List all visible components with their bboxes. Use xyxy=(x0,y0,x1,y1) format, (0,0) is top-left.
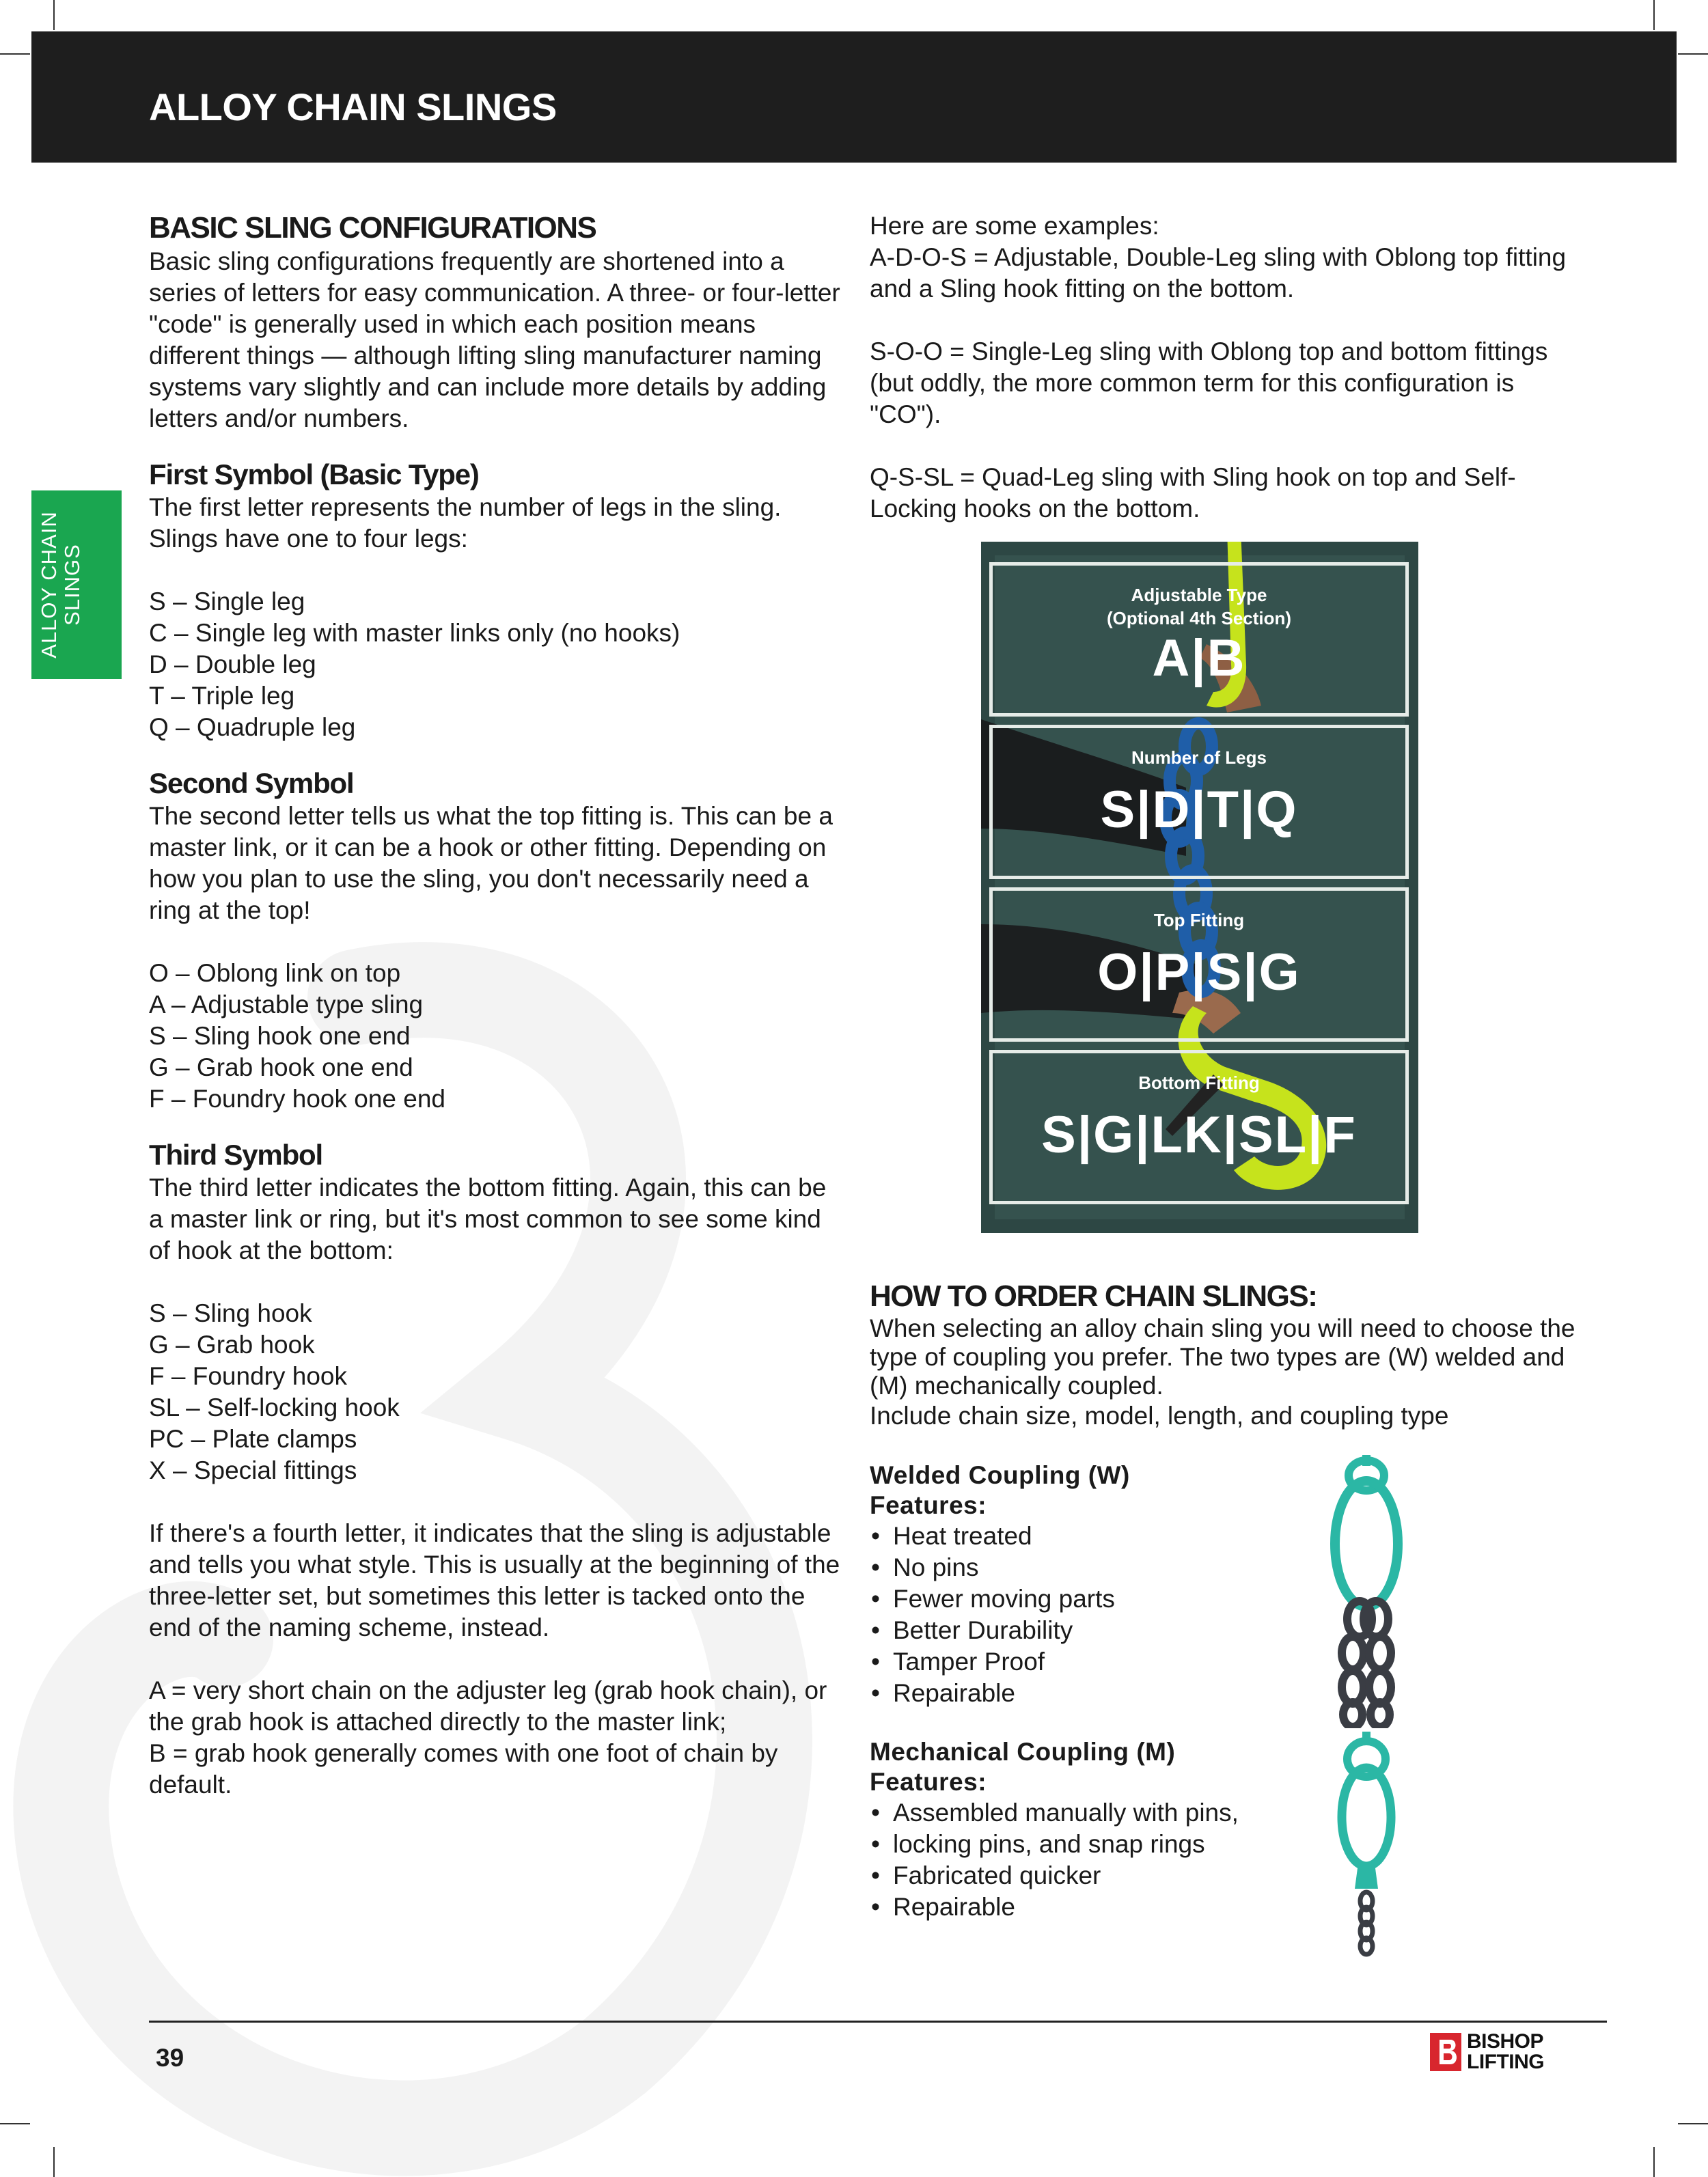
first-symbol-list xyxy=(149,586,846,743)
page-title: ALLOY CHAIN SLINGS xyxy=(149,85,557,128)
mechanical-coupling-section xyxy=(870,1737,1307,1923)
left-column xyxy=(149,210,846,1801)
welded-features-list xyxy=(870,1521,1307,1709)
list-item: G – Grab hook one end xyxy=(149,1053,413,1081)
order-text: When selecting an alloy chain sling you will need to choose the type of coupling you prefer. The two types are (W) welded and (M) mechanically coupled. xyxy=(870,1314,1575,1400)
list-item: S – Sling hook xyxy=(149,1299,312,1327)
list-item: O – Oblong link on top xyxy=(149,959,401,987)
panel-adjustable-type xyxy=(989,562,1409,717)
first-symbol-text: The first letter represents the number of legs in the sling. Slings have one to four legs: xyxy=(149,493,782,553)
list-item: G – Grab hook xyxy=(149,1331,315,1359)
mechanical-chain-image xyxy=(1329,1732,1404,1957)
panel-letters: O|P|S|G xyxy=(1097,943,1301,1001)
mechanical-features-list xyxy=(870,1797,1307,1923)
panel-label: Bottom Fitting xyxy=(1138,1072,1260,1093)
third-symbol-text: The third letter indicates the bottom fitting. Again, this can be a master link or ring, but it's most common to see some kind of hook at the bottom: xyxy=(149,1174,827,1264)
list-item: T – Triple leg xyxy=(149,682,295,710)
panel-label: (Optional 4th Section) xyxy=(1106,608,1292,628)
welded-features-label: Features: xyxy=(870,1491,987,1519)
example-ados: A-D-O-S = Adjustable, Double-Leg sling with Oblong top fitting and a Sling hook fitting on the bottom. xyxy=(870,243,1567,303)
welded-coupling-section xyxy=(870,1460,1307,1709)
panel-label: Number of Legs xyxy=(1131,747,1267,768)
example-soo: S-O-O = Single-Leg sling with Oblong top and bottom fittings (but oddly, the more common term for this configuration is "CO"). xyxy=(870,337,1548,428)
list-item: C – Single leg with master links only (no hooks) xyxy=(149,619,680,647)
list-item: • Assembled manually with pins, xyxy=(870,1797,1307,1829)
list-item: • Better Durability xyxy=(870,1615,1307,1646)
order-text-2: Include chain size, model, length, and coupling type xyxy=(870,1402,1449,1430)
bullet-icon: • xyxy=(871,1648,880,1676)
adjuster-b-text: B = grab hook generally comes with one foot of chain by default. xyxy=(149,1739,778,1799)
list-item: F – Foundry hook xyxy=(149,1362,347,1390)
mechanical-heading: Mechanical Coupling (M) xyxy=(870,1738,1176,1766)
panel-label: Top Fitting xyxy=(1153,910,1245,930)
panel-letters: S|G|LK|SL|F xyxy=(1041,1106,1357,1164)
sling-code-figure xyxy=(981,542,1418,1233)
panel-bottom-fitting xyxy=(989,1050,1409,1204)
bullet-icon: • xyxy=(871,1679,880,1707)
basic-configurations-heading: BASIC SLING CONFIGURATIONS xyxy=(149,211,596,245)
intro-paragraph: Basic sling configurations frequently are shortened into a series of letters for easy communication. A three- or four-letter "code" is generally used in which each position means different things — although lifting sling manufacturer naming systems vary slightly and can include more details by adding letters and/or numbers. xyxy=(149,247,840,432)
third-symbol-list xyxy=(149,1298,846,1486)
list-item: • Fewer moving parts xyxy=(870,1583,1307,1615)
list-item: X – Special fittings xyxy=(149,1456,357,1484)
list-item: • Repairable xyxy=(870,1891,1307,1923)
page-number: 39 xyxy=(156,2044,184,2072)
welded-heading: Welded Coupling (W) xyxy=(870,1461,1130,1489)
list-item: • Heat treated xyxy=(870,1521,1307,1552)
list-item: • Tamper Proof xyxy=(870,1646,1307,1678)
panel-letters: A|B xyxy=(1152,629,1246,687)
list-item: F – Foundry hook one end xyxy=(149,1085,446,1113)
bullet-icon: • xyxy=(871,1830,880,1858)
adjuster-a-text: A = very short chain on the adjuster leg (grab hook chain), or the grab hook is attached directly to the master link; xyxy=(149,1676,827,1736)
right-column xyxy=(870,210,1587,525)
bullet-icon: • xyxy=(871,1553,880,1581)
footer-rule xyxy=(149,2021,1607,2023)
list-item: PC – Plate clamps xyxy=(149,1425,357,1453)
bullet-icon: • xyxy=(871,1522,880,1550)
bullet-icon: • xyxy=(871,1799,880,1827)
list-item: SL – Self-locking hook xyxy=(149,1393,400,1422)
bullet-icon: • xyxy=(871,1616,880,1644)
second-symbol-heading: Second Symbol xyxy=(149,767,354,799)
panel-label: Adjustable Type xyxy=(1131,585,1267,605)
first-symbol-heading: First Symbol (Basic Type) xyxy=(149,458,479,490)
panel-letters: S|D|T|Q xyxy=(1100,781,1298,839)
list-item: • locking pins, and snap rings xyxy=(870,1829,1307,1860)
list-item: Q – Quadruple leg xyxy=(149,713,356,741)
list-item: • Repairable xyxy=(870,1678,1307,1709)
list-item: • Fabricated quicker xyxy=(870,1860,1307,1891)
brand-name-line2: LIFTING xyxy=(1467,2051,1545,2073)
list-item: A – Adjustable type sling xyxy=(149,990,424,1018)
bullet-icon: • xyxy=(871,1893,880,1921)
example-qssl: Q-S-SL = Quad-Leg sling with Sling hook on top and Self-Locking hooks on the bottom. xyxy=(870,463,1516,523)
mechanical-features-label: Features: xyxy=(870,1768,987,1796)
list-item: S – Single leg xyxy=(149,587,305,615)
welded-chain-image xyxy=(1325,1455,1407,1728)
brand-name-line1: BISHOP xyxy=(1467,2030,1544,2053)
bullet-icon: • xyxy=(871,1585,880,1613)
list-item: S – Sling hook one end xyxy=(149,1022,411,1050)
section-tab-label: ALLOY CHAIN SLINGS xyxy=(37,511,84,658)
order-heading: HOW TO ORDER CHAIN SLINGS: xyxy=(870,1279,1317,1313)
second-symbol-text: The second letter tells us what the top fitting is. This can be a master link, or it can be a hook or other fitting. Depending on how you plan to use the sling, you don't necessarily need a ring at the top! xyxy=(149,802,833,924)
list-item: D – Double leg xyxy=(149,650,316,678)
bullet-icon: • xyxy=(871,1861,880,1889)
third-symbol-heading: Third Symbol xyxy=(149,1139,322,1171)
order-section xyxy=(870,1279,1587,1432)
panel-top-fitting xyxy=(989,887,1409,1042)
panel-number-of-legs xyxy=(989,725,1409,879)
list-item: • No pins xyxy=(870,1552,1307,1583)
examples-intro: Here are some examples: xyxy=(870,212,1159,240)
fourth-letter-text: If there's a fourth letter, it indicates that the sling is adjustable and tells you what style. This is usually at the beginning of the three-letter set, but sometimes this letter is tacked onto the end of the naming scheme, instead. xyxy=(149,1519,840,1641)
second-symbol-list xyxy=(149,958,846,1115)
